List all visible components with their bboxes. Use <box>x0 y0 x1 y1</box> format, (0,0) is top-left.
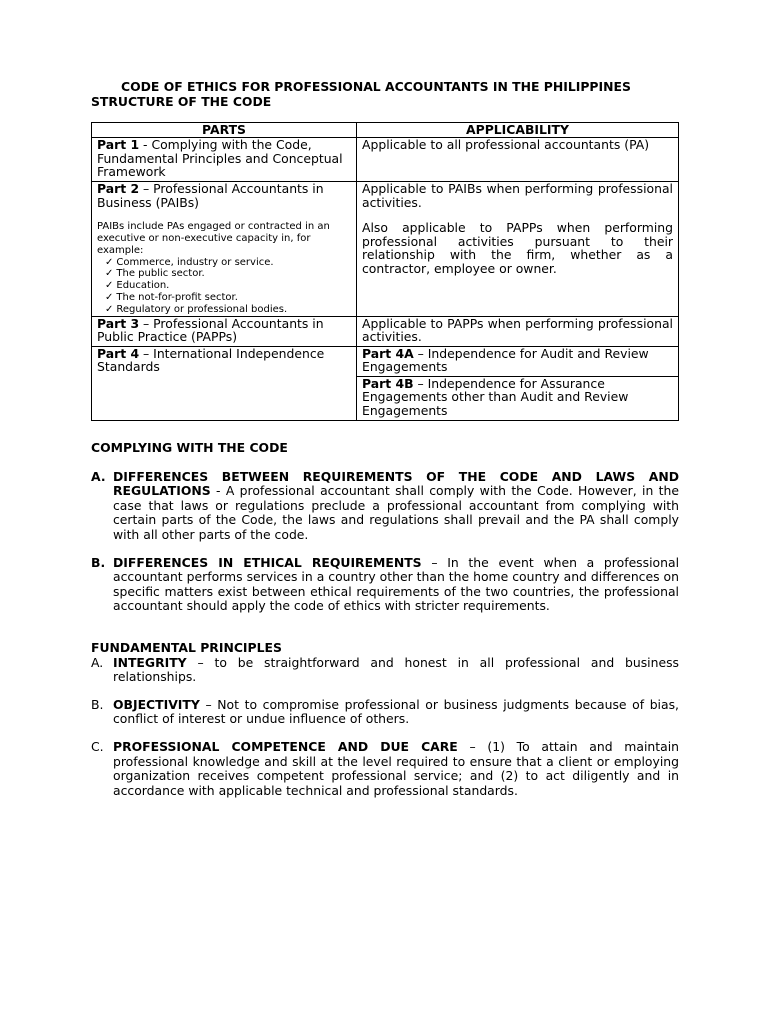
list-item: ✓ The public sector. <box>105 268 205 280</box>
complying-a-title: DIFFERENCES BETWEEN REQUIREMENTS OF THE CODE AND LAWS AND REGULATIONS <box>113 468 679 499</box>
complying-heading: COMPLYING WITH THE CODE <box>91 440 288 455</box>
part2-applicability <box>357 182 679 317</box>
list-item: ✓ Education. <box>105 280 170 292</box>
principle-item-a <box>91 656 679 685</box>
part4b-label: Part 4B <box>362 375 414 391</box>
part4-label: Part 4 <box>97 345 140 361</box>
item-marker: B. <box>91 554 106 570</box>
principle-a-text: – to be straightforward and honest in all professional and business relationships. <box>113 654 679 685</box>
part4a-text: – Independence for Audit and Review Engagements <box>362 345 649 375</box>
principles-heading: FUNDAMENTAL PRINCIPLES <box>91 640 282 655</box>
list-item: ✓ The not-for-profit sector. <box>105 291 238 303</box>
part4a-label: Part 4A <box>362 345 414 361</box>
check-icon: ✓ <box>105 256 114 268</box>
part4-text: – International Independence Standards <box>97 345 325 375</box>
check-icon: ✓ <box>105 303 114 315</box>
principle-item-c <box>91 740 679 798</box>
complying-section <box>91 441 679 614</box>
principle-item-b <box>91 698 679 727</box>
table-header-row <box>92 123 679 138</box>
part1-applicability: Applicable to all professional accountants (PA) <box>357 138 679 182</box>
part4b-text: – Independence for Assurance Engagements other than Audit and Review Engagements <box>362 375 629 418</box>
table-row <box>92 346 679 376</box>
principle-a-title: INTEGRITY <box>113 654 187 670</box>
part2-applicability-1: Applicable to PAIBs when performing professional activities. <box>362 181 673 210</box>
item-marker: B. <box>91 696 104 712</box>
header-parts: PARTS <box>92 123 357 138</box>
check-icon: ✓ <box>105 291 114 303</box>
document-title <box>91 79 691 109</box>
principle-b-title: OBJECTIVITY <box>113 696 200 712</box>
part1-text: - Complying with the Code, Fundamental Principles and Conceptual Framework <box>97 137 343 180</box>
part2-applicability-2: Also applicable to PAPPs when performing professional activities pursuant to their relationship with the firm, whether as a contractor, employee or owner. <box>362 220 673 276</box>
part2-label: Part 2 <box>97 181 140 196</box>
principle-c-text: – (1) To attain and maintain professional knowledge and skill at the level required to ensure that a client or employing organization receives competent professional service; and (2) to act diligently and in accordance with applicable technical and professional standards. <box>113 738 680 798</box>
complying-item-a <box>91 470 679 543</box>
title-line-1: CODE OF ETHICS FOR PROFESSIONAL ACCOUNTANTS IN THE PHILIPPINES <box>121 79 631 94</box>
table-row <box>92 316 679 346</box>
part2-note: PAIBs include PAs engaged or contracted in an executive or non-executive capacity in, for example: <box>97 221 330 256</box>
check-icon: ✓ <box>105 268 114 280</box>
principle-c-title: PROFESSIONAL COMPETENCE AND DUE CARE <box>113 738 458 754</box>
part2-text: – Professional Accountants in Business (PAIBs) <box>97 181 324 210</box>
part3-applicability: Applicable to PAPPs when performing professional activities. <box>357 316 679 346</box>
check-icon: ✓ <box>105 280 114 292</box>
principle-b-text: – Not to compromise professional or business judgments because of bias, conflict of interest or undue influence of others. <box>113 696 679 727</box>
part3-cell <box>92 316 357 346</box>
complying-a-text: - A professional accountant shall comply with the Code. However, in the case that laws or regulations preclude a professional accountant from complying with certain parts of the Code, the laws and regulations shall prevail and the PA shall comply with all other parts of the code. <box>113 483 679 542</box>
complying-b-text: – In the event when a professional accountant performs services in a country other than the home country and differences on specific matters exist between ethical requirements of the two countries, the professional accountant should apply the code of ethics with stricter requirements. <box>113 554 680 614</box>
part2-cell <box>92 182 357 317</box>
item-marker: A. <box>91 654 104 670</box>
complying-b-title: DIFFERENCES IN ETHICAL REQUIREMENTS <box>113 554 422 570</box>
complying-item-b <box>91 556 679 614</box>
part3-label: Part 3 <box>97 315 140 331</box>
part1-label: Part 1 <box>97 137 140 152</box>
part4-cell <box>92 346 357 420</box>
principles-section <box>91 641 679 798</box>
structure-table <box>91 122 679 421</box>
part1-cell <box>92 138 357 182</box>
item-marker: C. <box>91 738 104 754</box>
part4a-cell <box>357 346 679 376</box>
table-row <box>92 182 679 317</box>
list-item: ✓ Regulatory or professional bodies. <box>105 303 288 315</box>
part4b-cell <box>357 376 679 420</box>
part2-examples <box>97 257 351 316</box>
title-line-2: STRUCTURE OF THE CODE <box>91 94 272 109</box>
table-row <box>92 138 679 182</box>
list-item: ✓ Commerce, industry or service. <box>105 256 274 268</box>
part3-text: – Professional Accountants in Public Practice (PAPPs) <box>97 315 324 345</box>
header-applicability: APPLICABILITY <box>357 123 679 138</box>
item-marker: A. <box>91 468 106 484</box>
